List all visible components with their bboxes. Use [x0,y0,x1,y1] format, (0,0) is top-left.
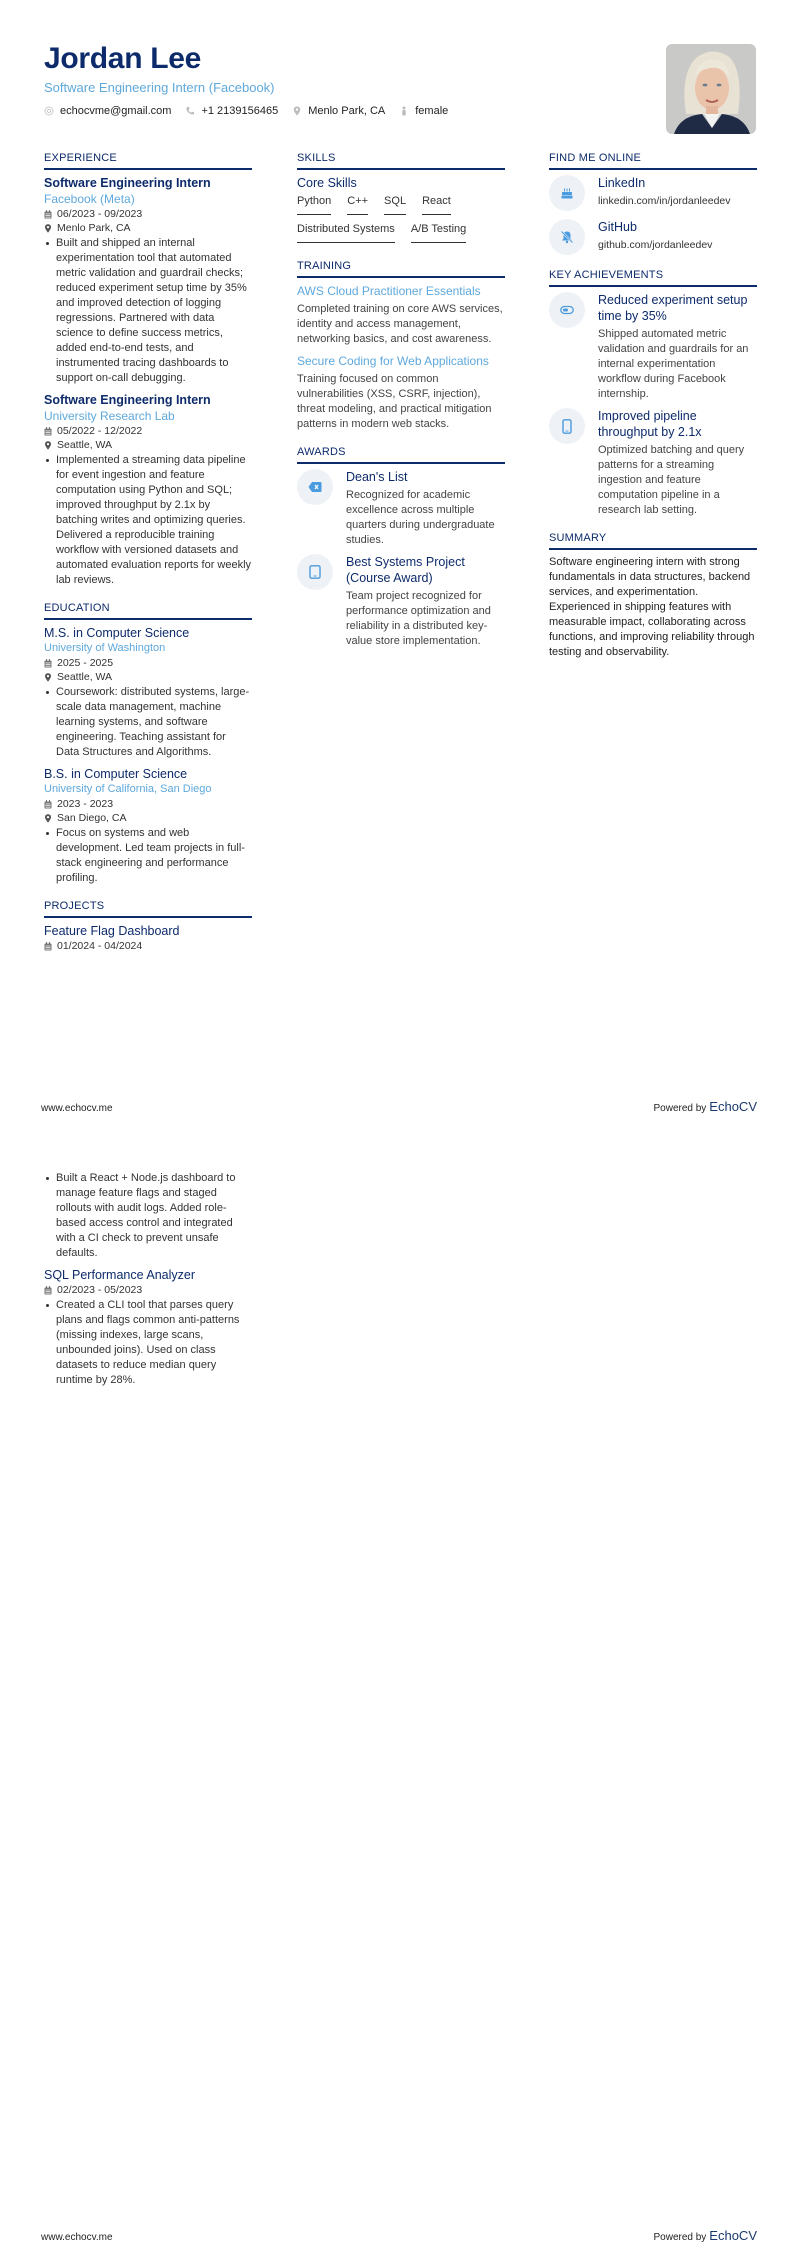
project-entry [44,923,252,953]
calendar-icon [44,427,52,436]
company-name: University Research Lab [44,409,175,423]
achievement-entry [549,292,757,402]
backspace-icon [308,481,322,493]
skill-tag: Distributed Systems [297,222,395,243]
date-range [44,656,252,670]
email-text: echocvme@gmail.com [60,105,172,117]
skill-group-title: Core Skills [297,176,357,190]
training-entry [297,283,505,347]
award-icon-bubble [297,469,333,505]
award-desc: Recognized for academic excellence across multiple quarters during undergraduate studies. [346,489,495,546]
award-icon-bubble [297,554,333,590]
summary-text: Software engineering intern with strong fundamentals in data structures, backend services, and experimentation. Experienced in shipping features with measurable impact, collaborating across functions, and improving reliability through testing and observability. [549,556,755,658]
section-title-training: TRAINING [297,260,505,278]
bullet-item: Coursework: distributed systems, large-scale data management, machine learning systems, and software engineering. Teaching assistant for Data Structures and Algorithms. [44,685,252,760]
training-section [297,260,505,432]
map-pin-icon [44,673,52,682]
mobile-icon [562,419,572,434]
date-range [44,1283,252,1297]
project-entry [44,1267,252,1388]
location-text: Menlo Park, CA [57,222,131,234]
education-bullets [44,685,252,760]
experience-entry [44,392,252,588]
location-text: Seattle, WA [57,439,113,451]
contact-phone[interactable] [185,104,278,118]
skill-tag: A/B Testing [411,222,466,243]
gender-text: female [415,105,449,117]
footer-powered-by[interactable] [653,1099,757,1114]
training-entry [297,353,505,432]
calendar-icon [44,942,52,951]
link-url[interactable]: github.com/jordanleedev [598,239,713,251]
skills-section [297,152,505,250]
job-title: Software Engineering Intern [44,393,211,407]
date-text: 02/2023 - 05/2023 [57,1284,143,1296]
achievement-icon-bubble [549,292,585,328]
brand-name: EchoCV [709,1099,757,1114]
calendar-icon [44,659,52,668]
degree-title: M.S. in Computer Science [44,626,190,640]
candidate-name: Jordan Lee [44,42,202,75]
experience-entry [44,175,252,386]
date-text: 01/2024 - 04/2024 [57,940,143,952]
bullet-item: Created a CLI tool that parses query plans and flags common anti-patterns (missing indexes, large scans, unbounded joins). Used on class datasets to reduce median query runtime by 28%. [44,1298,252,1388]
training-name: AWS Cloud Practitioner Essentials [297,284,481,298]
map-pin-icon [44,224,52,233]
footer-site-link[interactable]: www.echocv.me [41,1103,113,1114]
award-entry [297,469,505,548]
location-text: San Diego, CA [57,812,127,824]
section-title-experience: EXPERIENCE [44,152,252,170]
page-footer [41,2228,757,2243]
job-bullets [44,236,252,386]
profile-photo-image [666,44,756,134]
footer-powered-by[interactable] [653,2228,757,2243]
award-desc: Team project recognized for performance optimization and reliability in a distributed key-value store implementation. [346,590,491,647]
link-name: LinkedIn [598,176,646,190]
profile-link-github[interactable] [549,219,757,255]
skill-tag: Python [297,194,331,215]
degree-title: B.S. in Computer Science [44,767,188,781]
skill-tag: SQL [384,194,406,215]
bullet-item: Built and shipped an internal experimentation tool that automated metric validation and guardrail checks; reduced experiment setup time by 35% and improved detection of logging regressions. Partnered with data science to define success metrics, added end-to-end tests, and instrumented tracing dashboards to support on-call debugging. [44,236,252,386]
calendar-icon [44,800,52,809]
contact-gender [399,104,448,118]
bullet-item: Built a React + Node.js dashboard to manage feature flags and staged rollouts with audit logs. Added role-based access control and integrated with a CI check to prevent unsafe defaults. [44,1171,252,1261]
award-entry [297,554,505,649]
training-desc: Training focused on common vulnerabilities (XSS, CSRF, injection), threat modeling, and practical mitigation patterns in modern web stacks. [297,373,492,430]
education-bullets [44,826,252,886]
experience-section [44,152,252,588]
achievement-icon-bubble [549,408,585,444]
contact-location [292,104,385,118]
resume-page-2 [0,1123,794,2246]
link-name: GitHub [598,220,637,234]
date-text: 2023 - 2023 [57,798,114,810]
training-desc: Completed training on core AWS services, identity and access management, networking basics, and cost awareness. [297,303,503,345]
section-title-awards: AWARDS [297,446,505,464]
at-icon [44,106,54,116]
school-name: University of Washington [44,642,166,654]
contact-email[interactable] [44,104,171,118]
profile-photo [666,44,756,134]
job-title: Software Engineering Intern [44,176,211,190]
date-range [44,797,252,811]
powered-by-label: Powered by [653,1103,707,1114]
section-title-summary: SUMMARY [549,532,757,550]
cake-icon [560,186,574,200]
calendar-icon [44,1286,52,1295]
project-name: Feature Flag Dashboard [44,924,180,938]
job-location [44,438,252,452]
achievement-desc: Shipped automated metric validation and guardrails for an internal experimentation workflow during Facebook internship. [598,328,749,400]
skill-list [297,194,505,250]
contact-row [44,104,644,118]
education-section [44,602,252,886]
achievement-entry [549,408,757,518]
map-pin-icon [44,441,52,450]
date-range [44,939,252,953]
candidate-headline: Software Engineering Intern (Facebook) [44,80,275,95]
bullet-item: Implemented a streaming data pipeline for event ingestion and feature computation using Python and SQL; improved throughput by 2.1x by batching writes and optimizing queries. Delivered a reproducible training workflow with versioned datasets and automated evaluation reports for weekly lab reviews. [44,453,252,588]
skill-tag: C++ [347,194,368,215]
school-name: University of California, San Diego [44,783,212,795]
job-location [44,221,252,235]
section-title-skills: SKILLS [297,152,505,170]
person-icon [399,106,409,116]
phone-icon [185,106,195,116]
bullet-item: Focus on systems and web development. Led team projects in full-stack engineering and performance profiling. [44,826,252,886]
achievement-desc: Optimized batching and query patterns for a streaming ingestion and feature computation pipeline in a research lab setting. [598,444,745,516]
summary-section [549,532,757,660]
left-column [44,152,252,967]
project-entry-continued [44,1171,252,1261]
page-footer [41,1099,757,1114]
section-title-education: EDUCATION [44,602,252,620]
training-name: Secure Coding for Web Applications [297,354,489,368]
awards-section [297,446,505,649]
section-title-achievements: KEY ACHIEVEMENTS [549,269,757,287]
footer-site-link[interactable]: www.echocv.me [41,2232,113,2243]
map-pin-icon [292,106,302,116]
middle-column [297,152,505,663]
achievements-section [549,269,757,518]
profile-link-linkedin[interactable] [549,175,757,211]
link-icon-bubble [549,219,585,255]
project-bullets [44,1298,252,1388]
skill-tag: React [422,194,451,215]
online-section [549,152,757,255]
award-name: Best Systems Project (Course Award) [346,555,465,585]
school-location [44,811,252,825]
school-location [44,670,252,684]
location-text: Menlo Park, CA [308,105,386,117]
brand-name: EchoCV [709,2228,757,2243]
date-text: 05/2022 - 12/2022 [57,425,143,437]
achievement-name: Improved pipeline throughput by 2.1x [598,409,702,439]
project-name: SQL Performance Analyzer [44,1268,195,1282]
award-name: Dean's List [346,470,408,484]
date-range [44,207,252,221]
date-text: 2025 - 2025 [57,657,114,669]
map-pin-icon [44,814,52,823]
job-bullets [44,453,252,588]
bell-slash-icon [560,230,574,244]
achievement-name: Reduced experiment setup time by 35% [598,293,748,323]
calendar-icon [44,210,52,219]
resume-header [44,42,644,118]
date-range [44,424,252,438]
tablet-icon [309,565,321,579]
link-icon-bubble [549,175,585,211]
toggle-icon [560,305,574,315]
powered-by-label: Powered by [653,2232,707,2243]
right-column [549,152,757,674]
education-entry [44,766,252,886]
education-entry [44,625,252,760]
location-text: Seattle, WA [57,671,113,683]
left-column-continued [44,1170,252,1394]
date-text: 06/2023 - 09/2023 [57,208,143,220]
section-title-online: FIND ME ONLINE [549,152,757,170]
section-title-projects: PROJECTS [44,900,252,918]
company-name: Facebook (Meta) [44,192,135,206]
link-url[interactable]: linkedin.com/in/jordanleedev [598,195,731,207]
projects-section [44,900,252,953]
project-bullets [44,1171,252,1261]
phone-text: +1 2139156465 [201,105,279,117]
